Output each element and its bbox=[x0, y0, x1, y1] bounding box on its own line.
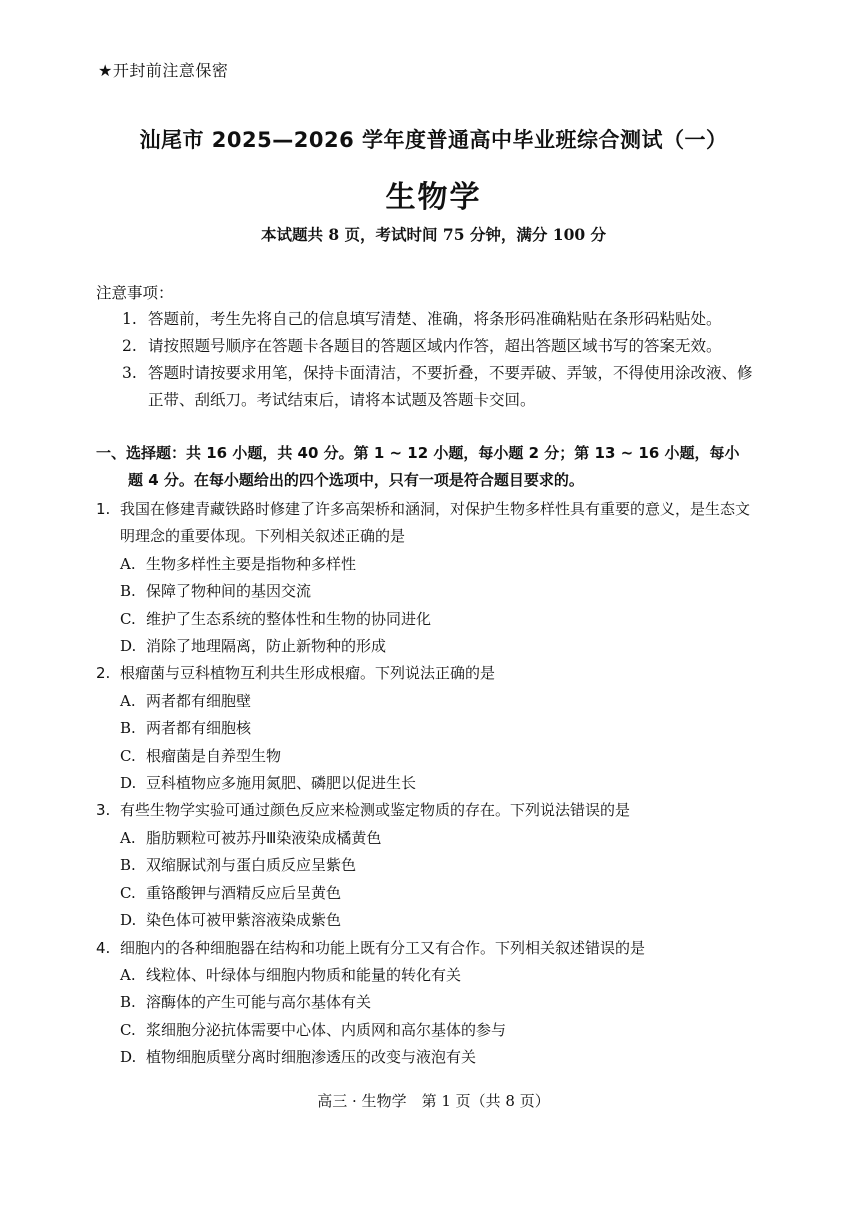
notice-item bbox=[122, 306, 762, 333]
option-text: 生物多样性主要是指物种多样性 bbox=[146, 554, 357, 573]
option-text: 消除了地理隔离，防止新物种的形成 bbox=[146, 637, 387, 656]
option-text: 线粒体、叶绿体与细胞内物质和能量的转化有关 bbox=[146, 965, 462, 984]
option-text: 两者都有细胞壁 bbox=[146, 691, 252, 710]
notice-item-number: 1. bbox=[122, 310, 137, 328]
question bbox=[96, 660, 756, 797]
option bbox=[96, 715, 756, 742]
option-label: C. bbox=[120, 883, 136, 902]
option bbox=[96, 551, 756, 578]
question-number: 1. bbox=[96, 500, 111, 518]
question-text: 细胞内的各种细胞器在结构和功能上既有分工又有合作。下列相关叙述错误的是 bbox=[120, 938, 646, 957]
notice-item bbox=[122, 360, 762, 414]
question-stem bbox=[96, 496, 756, 551]
option-label: B. bbox=[120, 719, 136, 738]
option-label: D. bbox=[120, 911, 137, 930]
question-text: 根瘤菌与豆科植物互利共生形成根瘤。下列说法正确的是 bbox=[120, 664, 496, 683]
option-label: B. bbox=[120, 993, 136, 1012]
question-stem bbox=[96, 660, 756, 687]
option bbox=[96, 989, 756, 1016]
option-label: B. bbox=[120, 582, 136, 601]
option-text: 豆科植物应多施用氮肥、磷肥以促进生长 bbox=[146, 774, 417, 793]
question-stem bbox=[96, 935, 756, 962]
question-number: 3. bbox=[96, 801, 111, 820]
option-label: D. bbox=[120, 637, 137, 656]
question bbox=[96, 496, 756, 660]
subject-title: 生物学 bbox=[385, 180, 482, 215]
option-label: C. bbox=[120, 1020, 136, 1039]
option-text: 脂肪颗粒可被苏丹Ⅲ染液染成橘黄色 bbox=[146, 828, 382, 847]
option-label: A. bbox=[120, 554, 136, 573]
notice-item bbox=[122, 333, 762, 360]
section-heading bbox=[96, 440, 756, 494]
option-label: A. bbox=[120, 828, 136, 847]
question-text: 我国在修建青藏铁路时修建了许多高架桥和涵洞，对保护生物多样性具有重要的意义，是生态文明理念的重要体现。下列相关叙述正确的是 bbox=[120, 500, 751, 546]
option-label: D. bbox=[120, 774, 137, 793]
option-label: D. bbox=[120, 1048, 137, 1067]
option-label: B. bbox=[120, 856, 136, 875]
notice-item-text: 答题前，考生先将自己的信息填写清楚、准确，将条形码准确粘贴在条形码粘贴处。 bbox=[148, 310, 722, 328]
option bbox=[96, 907, 756, 934]
question-list bbox=[96, 496, 756, 1072]
option-text: 双缩脲试剂与蛋白质反应呈紫色 bbox=[146, 856, 357, 875]
option-text: 维护了生态系统的整体性和生物的协同进化 bbox=[146, 609, 432, 628]
question-stem bbox=[96, 797, 756, 824]
confidential-notice: ★开封前注意保密 bbox=[98, 61, 229, 80]
question-number: 4. bbox=[96, 938, 111, 957]
question bbox=[96, 797, 756, 934]
notice-item-text: 请按照题号顺序在答题卡各题目的答题区域内作答，超出答题区域书写的答案无效。 bbox=[148, 337, 722, 355]
option bbox=[96, 688, 756, 715]
question-text: 有些生物学实验可通过颜色反应来检测或鉴定物质的存在。下列说法错误的是 bbox=[120, 801, 631, 820]
option-label: A. bbox=[120, 965, 136, 984]
notice-item-number: 3. bbox=[122, 364, 137, 382]
option bbox=[96, 1017, 756, 1044]
notice-item-text: 答题时请按要求用笔，保持卡面清洁，不要折叠，不要弄破、弄皱，不得使用涂改液、修正带、刮纸刀。考试结束后，请将本试题及答题卡交回。 bbox=[148, 364, 753, 409]
option bbox=[96, 880, 756, 907]
option bbox=[96, 962, 756, 989]
option bbox=[96, 1044, 756, 1071]
notice-item-number: 2. bbox=[122, 337, 137, 355]
option-label: A. bbox=[120, 691, 136, 710]
option-text: 染色体可被甲紫溶液染成紫色 bbox=[146, 911, 342, 930]
page-footer: 高三 · 生物学 第 1 页（共 8 页） bbox=[317, 1092, 550, 1110]
notice-title: 注意事项： bbox=[96, 284, 174, 302]
notice-list bbox=[122, 306, 762, 414]
option-text: 两者都有细胞核 bbox=[146, 719, 252, 738]
section-heading-line1: 一、选择题：共 16 小题，共 40 分。第 1 ~ 12 小题，每小题 2 分；第 13 ~ 16 小题，每小 bbox=[96, 444, 740, 462]
option-text: 溶酶体的产生可能与高尔基体有关 bbox=[146, 993, 372, 1012]
option bbox=[96, 578, 756, 605]
option bbox=[96, 743, 756, 770]
option bbox=[96, 633, 756, 660]
option bbox=[96, 770, 756, 797]
option-label: C. bbox=[120, 746, 136, 765]
question-number: 2. bbox=[96, 664, 111, 683]
exam-title: 汕尾市 2025—2026 学年度普通高中毕业班综合测试（一） bbox=[139, 128, 728, 152]
option bbox=[96, 825, 756, 852]
option-text: 浆细胞分泌抗体需要中心体、内质网和高尔基体的参与 bbox=[146, 1020, 507, 1039]
option-label: C. bbox=[120, 609, 136, 628]
question bbox=[96, 935, 756, 1072]
option-text: 重铬酸钾与酒精反应后呈黄色 bbox=[146, 883, 342, 902]
option bbox=[96, 852, 756, 879]
option bbox=[96, 606, 756, 633]
option-text: 根瘤菌是自养型生物 bbox=[146, 746, 282, 765]
option-text: 保障了物种间的基因交流 bbox=[146, 582, 312, 601]
section-heading-line2: 题 4 分。在每小题给出的四个选项中，只有一项是符合题目要求的。 bbox=[128, 471, 584, 489]
exam-meta: 本试题共 8 页，考试时间 75 分钟，满分 100 分 bbox=[260, 225, 607, 244]
option-text: 植物细胞质壁分离时细胞渗透压的改变与液泡有关 bbox=[146, 1048, 477, 1067]
